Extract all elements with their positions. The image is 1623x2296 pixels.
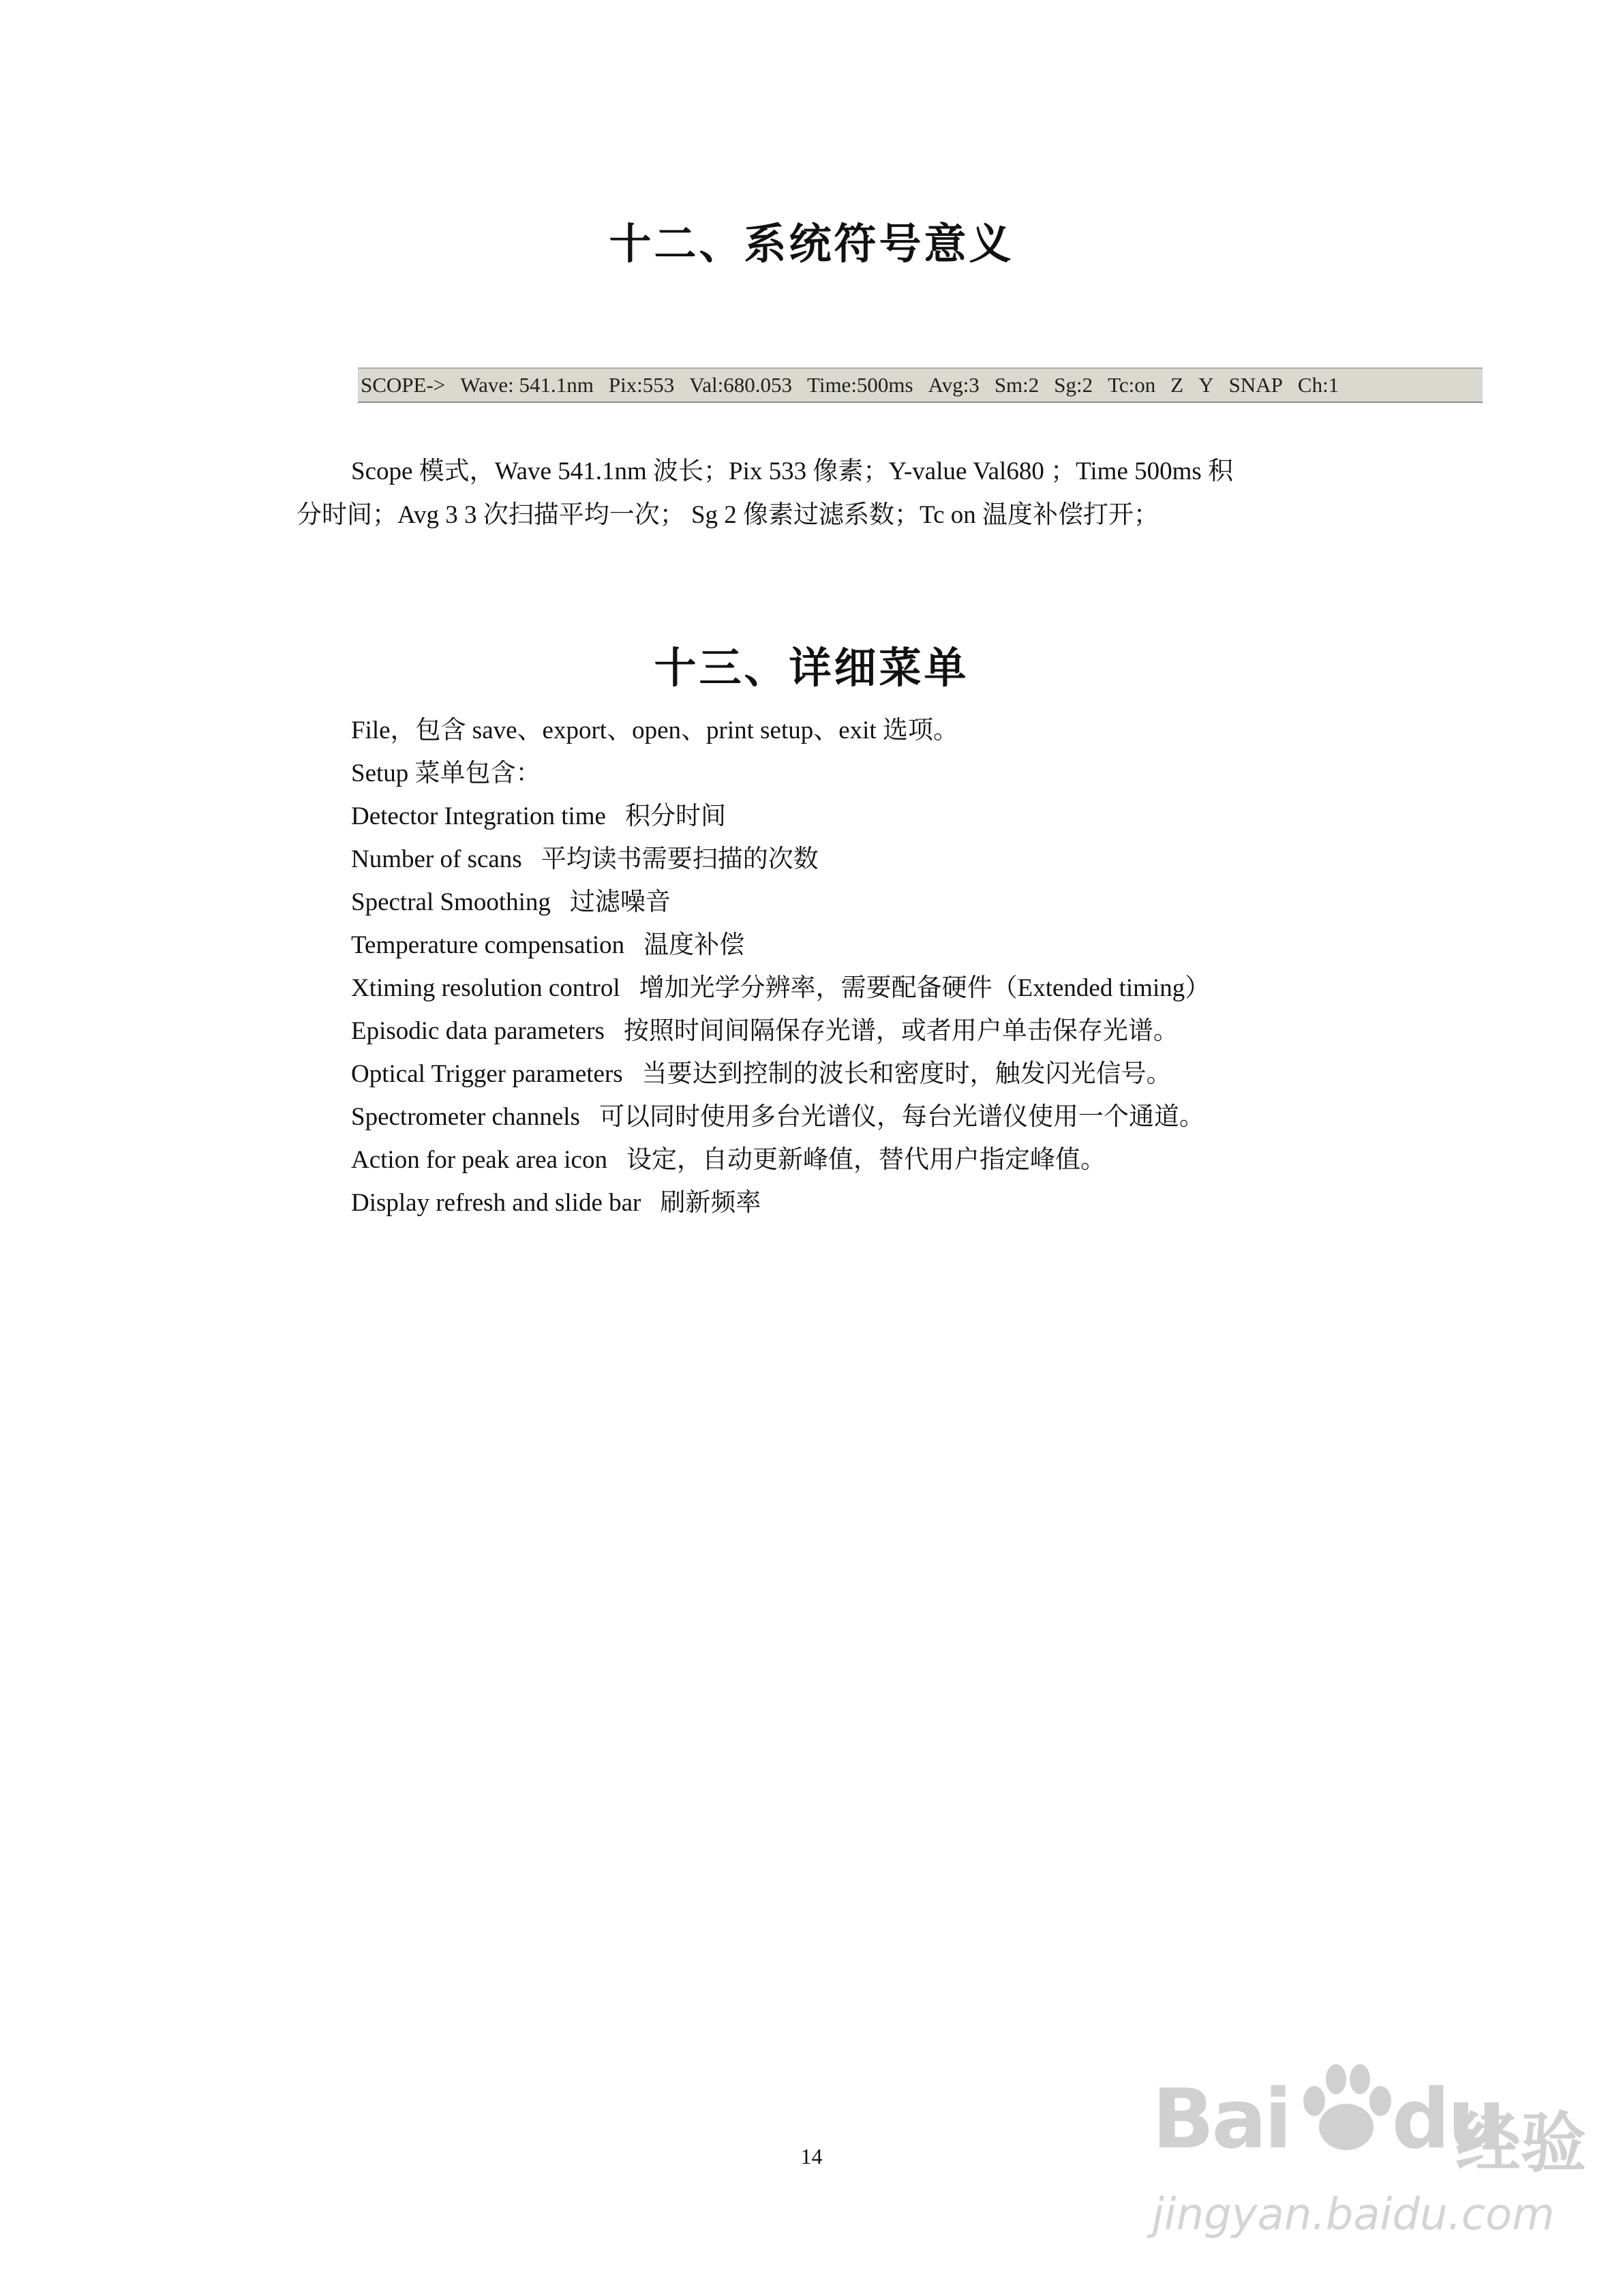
item-desc: 积分时间 xyxy=(624,802,726,830)
menu-list xyxy=(351,709,1210,1224)
item-desc: 温度补偿 xyxy=(643,931,745,959)
item-term: Spectral Smoothing xyxy=(351,888,551,916)
description-line-1: Scope 模式，Wave 541.1nm 波长；Pix 533 像素；Y-value Val680 ；Time 500ms 积 xyxy=(351,457,1234,485)
item-term: Spectrometer channels xyxy=(351,1103,580,1131)
description-line-2: 分时间；Avg 3 3 次扫描平均一次； Sg 2 像素过滤系数；Tc on 温度补偿打开； xyxy=(297,501,1159,529)
status-ch: Ch:1 xyxy=(1297,373,1339,397)
watermark-logo-text: Bai du xyxy=(1152,2072,1503,2167)
watermark-url: jingyan.baidu.com xyxy=(1152,2190,1555,2240)
status-tc: Tc:on xyxy=(1108,373,1156,397)
item-desc: 可以同时使用多台光谱仪，每台光谱仪使用一个通道。 xyxy=(598,1103,1204,1131)
symbol-description xyxy=(297,450,1387,537)
section-13-title: 十三、详细菜单 xyxy=(654,643,969,693)
item-desc: 过滤噪音 xyxy=(569,888,671,916)
baidu-jingyan-watermark xyxy=(1152,2059,1602,2263)
item-term: Display refresh and slide bar xyxy=(351,1189,641,1217)
item-term: Number of scans xyxy=(351,845,522,873)
list-item xyxy=(351,838,1210,881)
section-12-title: 十二、系统符号意义 xyxy=(609,219,1014,269)
file-menu-text: File，包含 save、export、open、print setup、exit 选项。 xyxy=(351,716,958,744)
item-term: Detector Integration time xyxy=(351,802,606,830)
list-item xyxy=(351,924,1210,967)
status-time: Time:500ms xyxy=(806,373,913,397)
status-val: Val:680.053 xyxy=(689,373,792,397)
list-item xyxy=(351,1181,1210,1224)
item-term: Episodic data parameters xyxy=(351,1017,605,1045)
status-avg: Avg:3 xyxy=(928,373,980,397)
status-sg: Sg:2 xyxy=(1054,373,1093,397)
list-item xyxy=(351,709,1210,752)
list-item xyxy=(351,1096,1210,1138)
list-item xyxy=(351,1138,1210,1181)
item-desc: 当要达到控制的波长和密度时，触发闪光信号。 xyxy=(641,1060,1172,1088)
setup-menu-text: Setup 菜单包含： xyxy=(351,759,541,787)
item-term: Temperature compensation xyxy=(351,931,625,959)
status-sm: Sm:2 xyxy=(994,373,1040,397)
item-desc: 设定，自动更新峰值，替代用户指定峰值。 xyxy=(626,1146,1106,1174)
status-z: Z xyxy=(1170,373,1184,397)
status-wave: Wave: 541.1nm xyxy=(460,373,594,397)
status-snap: SNAP xyxy=(1228,373,1283,397)
item-term: Optical Trigger parameters xyxy=(351,1060,623,1088)
list-item xyxy=(351,1053,1210,1096)
status-y: Y xyxy=(1198,373,1214,397)
item-term: Xtiming resolution control xyxy=(351,974,620,1002)
list-item xyxy=(351,795,1210,838)
status-mode: SCOPE-> xyxy=(361,373,446,397)
watermark-chinese: 经验 xyxy=(1455,2105,1586,2181)
item-term: Action for peak area icon xyxy=(351,1146,607,1174)
list-item xyxy=(351,752,1210,795)
item-desc: 增加光学分辨率，需要配备硬件（Extended timing） xyxy=(639,974,1211,1002)
item-desc: 刷新频率 xyxy=(660,1189,761,1217)
paw-icon xyxy=(1295,2059,1397,2161)
status-pix: Pix:553 xyxy=(608,373,675,397)
item-desc: 平均读书需要扫描的次数 xyxy=(541,845,819,873)
scope-status-bar xyxy=(358,367,1483,403)
page-number: 14 xyxy=(800,2144,823,2169)
list-item xyxy=(351,1010,1210,1053)
list-item xyxy=(351,881,1210,924)
item-desc: 按照时间间隔保存光谱，或者用户单击保存光谱。 xyxy=(623,1017,1179,1045)
list-item xyxy=(351,967,1210,1010)
